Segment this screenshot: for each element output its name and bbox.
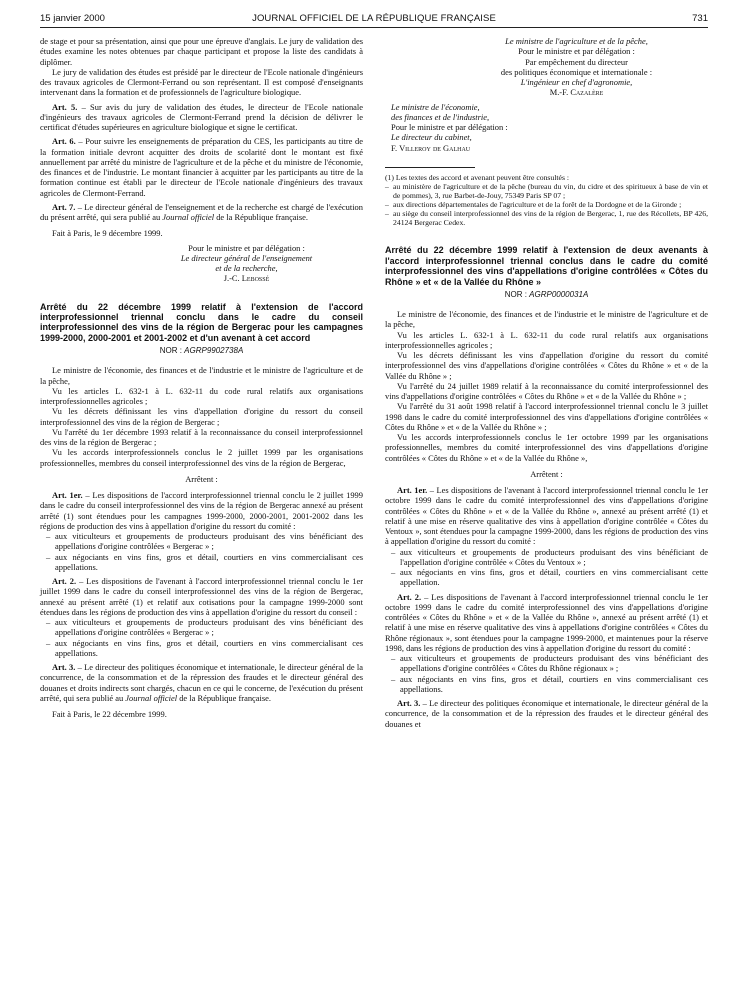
article-label: Art. 3. [52, 662, 76, 673]
list-item: – aux négociants en vins fins, gros et détail, courtiers en vins commercialisant ces appellations. [46, 638, 363, 659]
signatory-name: M.-F. Cazalère [549, 87, 604, 98]
list-item: – aux directions départementales de l'agriculture et de la forêt de la Dordogne et de la Gironde ; [385, 200, 708, 209]
article-list [391, 653, 708, 694]
list-item: – aux négociants en vins fins, gros et détail, courtiers en vins commercialisant ces appellations. [391, 674, 708, 695]
signature-block [385, 36, 708, 98]
right-column [385, 36, 708, 729]
arretent: Arrêtent : [530, 468, 563, 479]
nor-label: NOR : [159, 346, 185, 356]
signature-line: Le directeur du cabinet, [391, 132, 472, 143]
paragraph: Vu les décrets définissant les vins d'appellation d'origine du ressort du conseil interprofessionnel des vins de la région de Bergerac ; [40, 406, 363, 427]
signature-line: et de la recherche, [215, 263, 278, 273]
list-item: – aux négociants en vins fins, gros et détail, courtiers en vins commercialisant cette appellation. [391, 567, 708, 588]
signature-line: Le ministre de l'agriculture et de la pêche, [505, 36, 648, 46]
place-date: Fait à Paris, le 9 décembre 1999. [52, 228, 163, 239]
page-number: 731 [692, 13, 708, 24]
article-text: de la République française. [214, 212, 309, 222]
article-2 [40, 576, 363, 617]
list-item: – aux négociants en vins fins, gros et détail, courtiers en vins commercialisant ces appellations. [46, 552, 363, 573]
journal-ref: Journal officiel [125, 692, 178, 703]
paragraph: Le ministre de l'économie, des finances et de l'industrie et le ministre de l'agriculture et de la pêche, [385, 309, 708, 330]
signature-line: Le ministre de l'économie, [391, 101, 480, 112]
signature-line: Pour le ministre et par délégation : [518, 46, 635, 57]
nor-reference [385, 290, 708, 300]
article-list [391, 547, 708, 588]
paragraph: Vu l'arrêté du 24 juillet 1989 relatif à la reconnaissance du comité interprofessionnel des vins d'appellations d'origine contrôlées « Côtes du Rhône » et « de la Vallée du Rhône » ; [385, 380, 708, 402]
article-list [46, 531, 363, 572]
list-item: – aux viticulteurs et groupements de producteurs produisant des vins bénéficiant des appellations d'origine contrôlées « Côtes du Rhône régionaux » ; [391, 653, 708, 674]
header-date: 15 janvier 2000 [40, 13, 105, 24]
journal-title: JOURNAL OFFICIEL DE LA RÉPUBLIQUE FRANÇAISE [252, 13, 496, 24]
paragraph: Le jury de validation des études est présidé par le directeur de l'Ecole nationale d'ingénieurs des travaux agricoles de Clermont-Ferrand ou son représentant. Il est composé d'enseignants intervenant dans la formation et de professionnels de l'agriculture biologique. [40, 66, 363, 98]
signatory-name: J.-C. Lebossé [223, 273, 270, 284]
footnote-divider [385, 167, 475, 168]
article-label: Art. 1er. [52, 490, 83, 501]
signature-line: des finances et de l'industrie, [391, 111, 490, 122]
article-text: – Les dispositions de l'accord interprofessionnel triennal conclu le 2 juillet 1999 dans le cadre du conseil interprofessionnel des vins de la région de Bergerac annexé au présent arrêté (1) sont étendues pour les campagnes 1999-2000, 2000-2001, 2001-2002 dans les régions de production des vins à appellation d'origine du ressort du comité : [40, 490, 363, 531]
article-list [46, 617, 363, 658]
article-text: – Le directeur général de l'enseignement et de la recherche est chargé de l'exécution du présent arrêté, qui sera publié au [40, 201, 363, 222]
signature-block [385, 102, 708, 153]
article-text: de la République française. [177, 692, 272, 703]
article-label: Art. 6. [52, 136, 76, 147]
paragraph: Le ministre de l'économie, des finances et de l'industrie et le ministre de l'agriculture et de la pêche, [40, 365, 363, 386]
signature-line: L'ingénieur en chef d'agronomie, [520, 77, 633, 87]
article-3 [40, 662, 363, 703]
paragraph: Vu les décrets définissant les vins d'appellation d'origine du ressort du comité interprofessionnel des vins d'appellations d'origine contrôlées « Côtes du Rhône » et « de la Vallée du Rhône » ; [385, 350, 708, 381]
article-text: – Sur avis du jury de validation des études, le directeur de l'Ecole nationale d'ingénieurs des travaux agricoles de Clermont-Ferrand prend la décision de délivrer le certificat d'études supérieures en agriculture biologique et signe le certificat. [40, 101, 363, 132]
signature-line: Pour le ministre et par délégation : [391, 122, 508, 132]
signature-line: des politiques économique et internationale : [500, 66, 653, 77]
nor-reference [40, 346, 363, 356]
article-6 [40, 136, 363, 198]
article-7 [40, 202, 363, 223]
article-3 [385, 698, 708, 729]
footnote-list [385, 182, 708, 227]
article-5 [40, 102, 363, 133]
decree-title: Arrêté du 22 décembre 1999 relatif à l'extension de l'accord interprofessionnel triennal conclu dans le cadre du conseil interprofessionnel des vins de la région de Bergerac pour les campagnes 1999-2000, 2000-2001 et 2001-2002 et d'un avenant à cet accord [40, 301, 363, 343]
list-item: – au ministère de l'agriculture et de la pêche (bureau du vin, du cidre et des spiritueux à base de vin et de pommes), 3, rue Barbet-de-Jouy, 75349 Paris SP 07 ; [385, 182, 708, 200]
page-header [40, 12, 708, 28]
signature-block [40, 243, 363, 284]
article-label: Art. 7. [52, 201, 76, 212]
decree-title: Arrêté du 22 décembre 1999 relatif à l'extension de deux avenants à l'accord interprofessionnel triennal conclus dans le cadre du comité interprofessionnel des vins d'appellations d'origine contrôlées « Côtes du Rhône » et « de la Vallée du Rhône » [385, 245, 708, 287]
nor-code: AGRP9902738A [184, 346, 244, 356]
paragraph: Vu les articles L. 632-1 à L. 632-11 du code rural relatifs aux organisations interprofessionnelles agricoles ; [385, 329, 708, 350]
article-text: – Les dispositions de l'avenant à l'accord interprofessionnel triennal conclu le 1er octobre 1999 dans le cadre du comité interprofessionnel des vins d'appellations d'origine contrôlées « Côtes du Rhône » et « de la Vallée du Rhône », annexé au présent arrêté (1) et relatif à une mise en réserve qualitative des vins à appellation d'origine contrôlée « Côtes du Ventoux », sont étendues pour la campagne 1999-2000, dans les régions de production des vins à appellation d'origine du ressort du comité : [385, 485, 709, 547]
article-label: Art. 5. [52, 101, 78, 112]
list-item: – aux viticulteurs et groupements de producteurs produisant des vins bénéficiant des appellations d'origine contrôlées « Bergerac » ; [46, 617, 363, 638]
footnote: (1) Les textes des accord et avenant peuvent être consultés : [385, 172, 569, 182]
list-item: – aux viticulteurs et groupements de producteurs produisant des vins bénéficiant de l'appellation d'origine contrôlée « Côtes du Ventoux » ; [391, 547, 708, 568]
left-column [40, 36, 363, 719]
article-text: – Pour suivre les enseignements de préparation du CES, les participants au titre de la formation initiale devront acquitter des droits de scolarité dont le montant est fixé annuellement par arrêté du ministre de l'agriculture et de la pêche et du ministre de l'économie, des finances et de l'industrie. Le montant financier à acquitter par les participants au titre de la formation continue est établi par le directeur de l'Ecole nationale d'ingénieurs des travaux agricoles de Clermont-Ferrand. [40, 136, 363, 198]
signature-line: Pour le ministre et par délégation : [188, 242, 305, 253]
arretent: Arrêtent : [185, 473, 218, 484]
journal-ref: Journal officiel [162, 212, 215, 222]
paragraph: Vu les articles L. 632-1 à L. 632-11 du code rural relatifs aux organisations interprofessionnelles agricoles ; [40, 385, 363, 407]
signatory-name: F. Villeroy de Galhau [391, 142, 471, 153]
nor-label: NOR : [504, 289, 530, 299]
place-date: Fait à Paris, le 22 décembre 1999. [52, 709, 167, 720]
article-label: Art. 2. [397, 591, 422, 602]
article-text: – Les dispositions de l'avenant à l'accord interprofessionnel triennal conclu le 1er juillet 1999 dans le cadre du conseil interprofessionnel des vins de la région de Bergerac, annexé au présent arrêté (1) et relatif aux cotisations pour la campagne 1999-2000 sont étendues dans les régions de production des vins à appellation d'origine du ressort du conseil : [40, 576, 364, 617]
article-label: Art. 2. [52, 576, 77, 587]
paragraph: Vu l'arrêté du 31 août 1998 relatif à l'accord interprofessionnel triennal conclu le 3 juillet 1998 dans le cadre du comité interprofessionnel des vins d'appellations d'origine contrôlées « Côtes du Rhône » et « de la Vallée du Rhône » ; [385, 401, 708, 432]
article-1 [40, 490, 363, 531]
list-item: – aux viticulteurs et groupements de producteurs produisant des vins bénéficiant des appellations d'origine contrôlées « Bergerac » ; [46, 531, 363, 552]
article-text: – Le directeur des politiques économique et internationale, le directeur général de la concurrence, de la consommation et de la répression des fraudes et le directeur général des douanes et droits indirects sont chargés, chacun en ce qui le concerne, de l'exécution du présent arrêté, qui sera publié au [40, 662, 363, 703]
signature-line: Par empêchement du directeur [525, 56, 628, 67]
list-item: – au siège du conseil interprofessionnel des vins de la région de Bergerac, 1, rue des Récollets, BP 426, 24124 Bergerac Cedex. [385, 209, 708, 227]
paragraph: Vu l'arrêté du 1er décembre 1993 relatif à la reconnaissance du conseil interprofessionnel des vins de la région de Bergerac ; [40, 426, 363, 448]
paragraph: de stage et pour sa présentation, ainsi que pour une épreuve d'anglais. Le jury de validation des études examine les notes obtenues par chaque participant et propose la liste des candidats à diplômer. [40, 36, 363, 67]
paragraph: Vu les accords interprofessionnels conclus le 1er octobre 1999 par les organisations professionnelles, membres du comité interprofessionnel des vins d'appellations d'origine contrôlées « Côtes du Rhône » et « de la Vallée du Rhône », [385, 432, 708, 463]
article-label: Art. 1er. [397, 485, 428, 496]
paragraph: Vu les accords interprofessionnels conclus le 2 juillet 1999 par les organisations professionnelles, membres du conseil interprofessionnel des vins de la région de Bergerac, [40, 447, 363, 468]
article-label: Art. 3. [397, 698, 421, 709]
nor-code: AGRP0000031A [529, 289, 589, 299]
article-2 [385, 592, 708, 654]
article-text: – Le directeur des politiques économique et internationale, le directeur général de la concurrence, de la consommation et de la répression des fraudes et le directeur général des douanes et [385, 698, 708, 729]
article-text: – Les dispositions de l'avenant à l'accord interprofessionnel triennal conclu le 1er octobre 1999 dans le cadre du comité interprofessionnel des vins d'appellations d'origine contrôlées « Côtes du Rhône » et « de la Vallée du Rhône », annexé au présent arrêté (1) et relatif à une mise en réserve qualitative des vins à appellations d'origine contrôlées « Côtes du Rhône régionaux », sont étendues pour la campagne 1999-2000, et maintenues pour la réserve 1998, dans les régions de production des vins à appellation d'origine du ressort du comité : [385, 591, 709, 653]
article-1 [385, 485, 708, 547]
signature-line: Le directeur général de l'enseignement [180, 252, 313, 263]
